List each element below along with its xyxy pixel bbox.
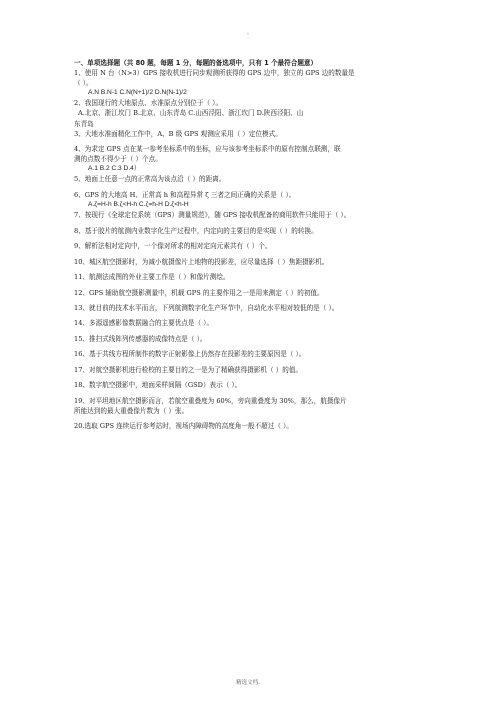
question-12: 12、GPS 辅助航空摄影测量中，机载 GPS 的主要作用之一是用来测定（ ）的初值。: [74, 288, 324, 297]
question-5: 5、地面上任意一点的正常高为该点沿（ ）的距离。: [74, 175, 226, 184]
question-7: 7、按现行《全球定位系统（GPS）测量规范》，随 GPS 接收机配备的商用软件只能用于（ ）。: [74, 211, 351, 220]
question-list: [74, 58, 424, 432]
question-4-options: A.1 B.2 C.3 D.4）: [88, 165, 141, 173]
question-16: 16、基于共线方程所制作的数字正射影像上仍然存在投影差的主要原因是（ ）。: [74, 350, 306, 359]
section-heading: 一、单项选择题（共 80 题，每题 1 分，每题的备选项中，只有 1 个最符合题意）: [74, 59, 318, 67]
question-19-cont: 所能达到的最大重叠像片数为（ ）张。: [74, 407, 189, 415]
question-4: 4、为求定 GPS 点在某一参考坐标系中的坐标，应与该参考坐标系中的原有控制点联测，联: [74, 145, 341, 154]
question-8: 8、基于胶片的航测内业数字化生产过程中，内定向的主要目的是实现（ ）的转换。: [74, 226, 318, 235]
question-15: 15、推扫式线阵列传感器的成像特点是（ ）。: [74, 334, 207, 343]
page-footer: 精选文档.: [236, 680, 260, 686]
question-1-cont: （ ）。: [74, 79, 93, 88]
question-2: 2、我国现行的大地原点、水准原点分别位于（ ）。: [74, 99, 223, 108]
question-6: 6、GPS 的大地高 H、正常高 h 和高程异常 ζ 三者之间正确的关系是（ ）。: [74, 190, 296, 199]
question-2-options: A.北京、浙江坎门 B.北京、山东青岛 C.山西泾阳、浙江坎门 D.陕西泾阳、山: [78, 109, 304, 118]
question-4-cont: 测的点数不得少于（ ）个点。: [74, 155, 162, 164]
question-18: 18、数字航空摄影中，地面采样间隔（GSD）表示（ ）。: [74, 381, 242, 390]
header-mark: ·: [246, 30, 250, 38]
question-6-options: A.ζ=H-h B.ζ<H-h C.ζ=h-H D.ζ<h-H: [88, 201, 189, 208]
question-3: 3、大地水准面精化工作中，A、B 级 GPS 观测应采用（ ）定位模式。: [74, 129, 282, 138]
question-11: 11、航测法成图的外业主要工作是（ ）和像片测绘。: [74, 273, 230, 282]
question-1: 1、使用 N 台（N>3）GPS 接收机进行同步观测所获得的 GPS 边中，独立的 GPS 边的数量是: [74, 69, 355, 78]
question-13: 13、就目前的技术水平而言，下列航测数字化生产环节中，自动化水平相对较低的是（ ）。: [74, 304, 339, 312]
question-2-options-cont: 东青岛: [74, 119, 94, 128]
question-10: 10、城区航空摄影时，为减小航摄像片上地物的投影差，应尽量选择（ ）焦距摄影机。: [74, 257, 329, 266]
question-14: 14、多源遥感影像数据融合的主要优点是（ ）。: [74, 319, 214, 328]
question-1-options: A.N B.N-1 C.N(N+1)/2 D.N(N-1)/2: [88, 89, 187, 97]
question-19: 19、对平坦地区航空摄影而言，若航空重叠度为 60%，旁向重叠度为 30%，那么，航摄像片: [74, 396, 347, 405]
question-9: 9、解析法相对定向中，一个像对所求的相对定向元素共有（ ）个。: [74, 242, 272, 251]
question-17: 17、对航空摄影机进行检校的主要目的之一是为了精确获得摄影机（ ）的值。: [74, 365, 303, 374]
question-20: 20.选取 GPS 连续运行参考站时，视场内障碍物的高度角一般不超过（ ）。: [74, 422, 293, 431]
